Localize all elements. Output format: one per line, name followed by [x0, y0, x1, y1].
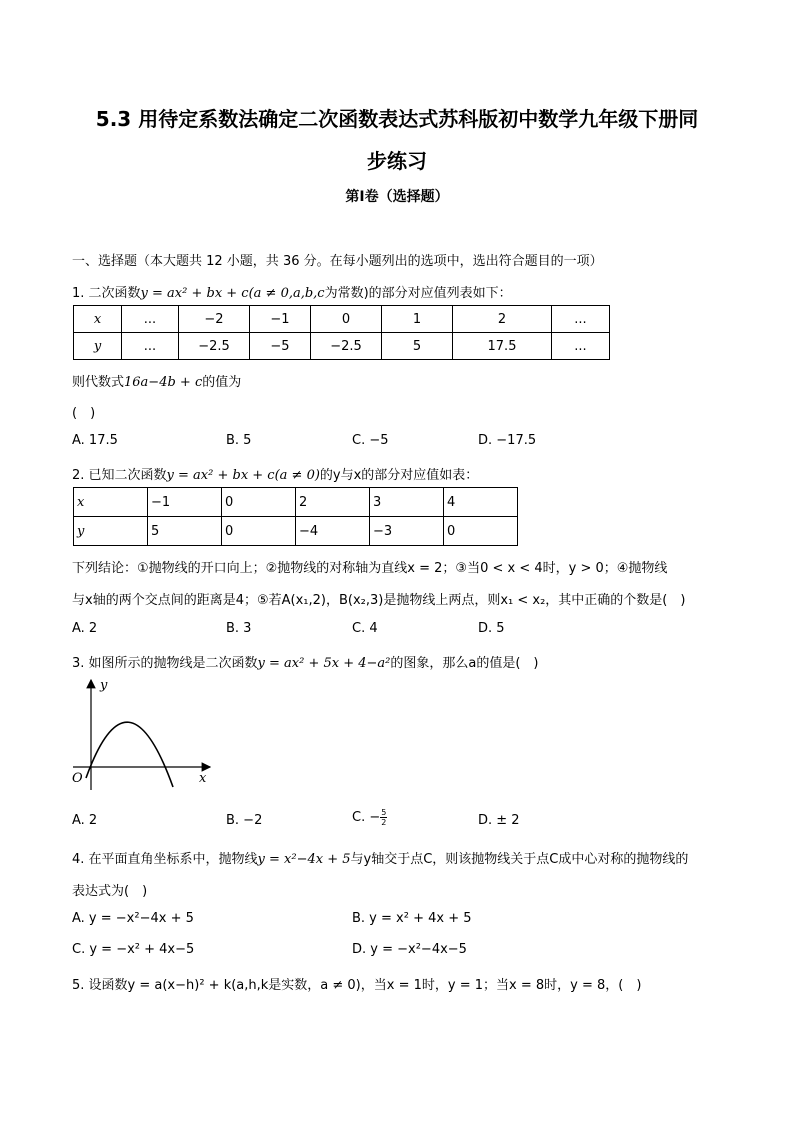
- table-cell: 0: [311, 306, 382, 333]
- question-1-stem: [72, 282, 512, 301]
- q4-suffix: 与y轴交于点C，则该抛物线关于点C成中心对称的抛物线的: [350, 852, 689, 867]
- table-cell: 1: [382, 306, 453, 333]
- volume-label: 第I卷（选择题）: [345, 189, 449, 205]
- q3-prefix: 3. 如图所示的抛物线是二次函数: [72, 656, 258, 671]
- table-row: [74, 517, 518, 546]
- q2-option-c: C. 4: [352, 621, 378, 636]
- table-cell: 5: [382, 333, 453, 360]
- question-4-stem: [72, 848, 688, 867]
- table-cell: y: [74, 333, 122, 360]
- fraction-numerator: 5: [381, 808, 387, 817]
- table-cell: 2: [296, 488, 370, 517]
- table-row: [74, 306, 610, 333]
- q4-option-d: D. y = −x²−4x−5: [352, 942, 467, 957]
- table-cell: 2: [453, 306, 552, 333]
- q3-option-c-label: C. −: [352, 810, 381, 825]
- fraction-denominator: 2: [381, 818, 387, 827]
- q2-option-a: A. 2: [72, 621, 98, 636]
- table-cell: 4: [444, 488, 518, 517]
- q1-prompt-prefix: 则代数式: [72, 375, 125, 390]
- y-axis-label: y: [100, 678, 108, 693]
- table-cell: −3: [370, 517, 444, 546]
- q2-prefix: 2. 已知二次函数: [72, 468, 167, 483]
- q4-option-a: A. y = −x²−4x + 5: [72, 911, 194, 926]
- q2-option-b: B. 3: [226, 621, 252, 636]
- q3-option-c-fraction: [380, 808, 387, 827]
- question-3-stem: [72, 652, 539, 671]
- table-cell: ...: [552, 333, 610, 360]
- q1-option-d: D. −17.5: [478, 433, 537, 448]
- section-heading: 一、选择题（本大题共 12 小题，共 36 分。在每小题列出的选项中，选出符合题目的一项）: [72, 254, 603, 269]
- table-row: [74, 488, 518, 517]
- q1-prompt-formula: 16a−4b + c: [124, 375, 203, 390]
- q1-value-table: [73, 305, 610, 360]
- q2-value-table: [73, 487, 518, 546]
- q2-conclusions-line1: 下列结论：①抛物线的开口向上；②抛物线的对称轴为直线x = 2；③当0 < x < 4时，y > 0；④抛物线: [72, 561, 668, 576]
- q2-suffix: 的y与x的部分对应值如表：: [319, 468, 479, 483]
- q3-parabola-graph: [68, 672, 218, 794]
- q1-formula: y = ax² + bx + c(a ≠ 0,a,b,c: [140, 286, 325, 301]
- q3-option-a: A. 2: [72, 813, 98, 828]
- table-row: [74, 333, 610, 360]
- q1-option-a: A. 17.5: [72, 433, 118, 448]
- table-cell: −2: [179, 306, 250, 333]
- q3-suffix: 的图象，那么a的值是( ): [390, 656, 539, 671]
- document-title-line2: 步练习: [367, 149, 427, 173]
- table-cell: −4: [296, 517, 370, 546]
- q1-suffix: 为常数)的部分对应值列表如下：: [324, 286, 512, 301]
- table-cell: −5: [250, 333, 311, 360]
- q1-prefix: 1. 二次函数: [72, 286, 141, 301]
- table-cell: −1: [148, 488, 222, 517]
- q3-formula: y = ax² + 5x + 4−a²: [257, 656, 391, 671]
- q1-option-c: C. −5: [352, 433, 389, 448]
- q3-option-b: B. −2: [226, 813, 263, 828]
- table-cell: 5: [148, 517, 222, 546]
- q4-option-b: B. y = x² + 4x + 5: [352, 911, 472, 926]
- table-cell: 3: [370, 488, 444, 517]
- q3-option-d: D. ± 2: [478, 813, 520, 828]
- table-cell: −2.5: [179, 333, 250, 360]
- q1-prompt: [72, 371, 241, 390]
- table-cell: −1: [250, 306, 311, 333]
- table-cell: 0: [222, 517, 296, 546]
- table-cell: x: [74, 488, 148, 517]
- table-cell: x: [74, 306, 122, 333]
- q2-formula: y = ax² + bx + c(a ≠ 0): [166, 468, 320, 483]
- parabola-curve: [86, 722, 173, 787]
- origin-label: O: [72, 771, 83, 786]
- table-cell: 17.5: [453, 333, 552, 360]
- q2-conclusions-line2: 与x轴的两个交点间的距离是4；⑤若A(x₁,2)，B(x₂,3)是抛物线上两点，则x₁ < x₂，其中正确的个数是( ): [72, 593, 686, 608]
- table-cell: y: [74, 517, 148, 546]
- table-cell: ...: [122, 306, 179, 333]
- q4-prefix: 4. 在平面直角坐标系中，抛物线: [72, 852, 258, 867]
- q4-option-c: C. y = −x² + 4x−5: [72, 942, 195, 957]
- question-5-stem: 5. 设函数y = a(x−h)² + k(a,h,k是实数，a ≠ 0)，当x = 1时，y = 1；当x = 8时，y = 8，( ): [72, 978, 642, 993]
- table-cell: 0: [444, 517, 518, 546]
- q4-stem-line2: 表达式为( ): [72, 884, 148, 899]
- x-axis-label: x: [199, 771, 207, 786]
- q2-option-d: D. 5: [478, 621, 505, 636]
- table-cell: ...: [552, 306, 610, 333]
- q1-prompt-suffix: 的值为: [202, 375, 242, 390]
- document-title-line1: 5.3 用待定系数法确定二次函数表达式苏科版初中数学九年级下册同: [95, 107, 699, 131]
- table-cell: ...: [122, 333, 179, 360]
- q1-answer-blank: ( ): [72, 406, 96, 421]
- table-cell: 0: [222, 488, 296, 517]
- q1-option-b: B. 5: [226, 433, 252, 448]
- question-2-stem: [72, 464, 478, 483]
- q4-formula: y = x²−4x + 5: [257, 852, 351, 867]
- table-cell: −2.5: [311, 333, 382, 360]
- q3-option-c: [352, 808, 387, 827]
